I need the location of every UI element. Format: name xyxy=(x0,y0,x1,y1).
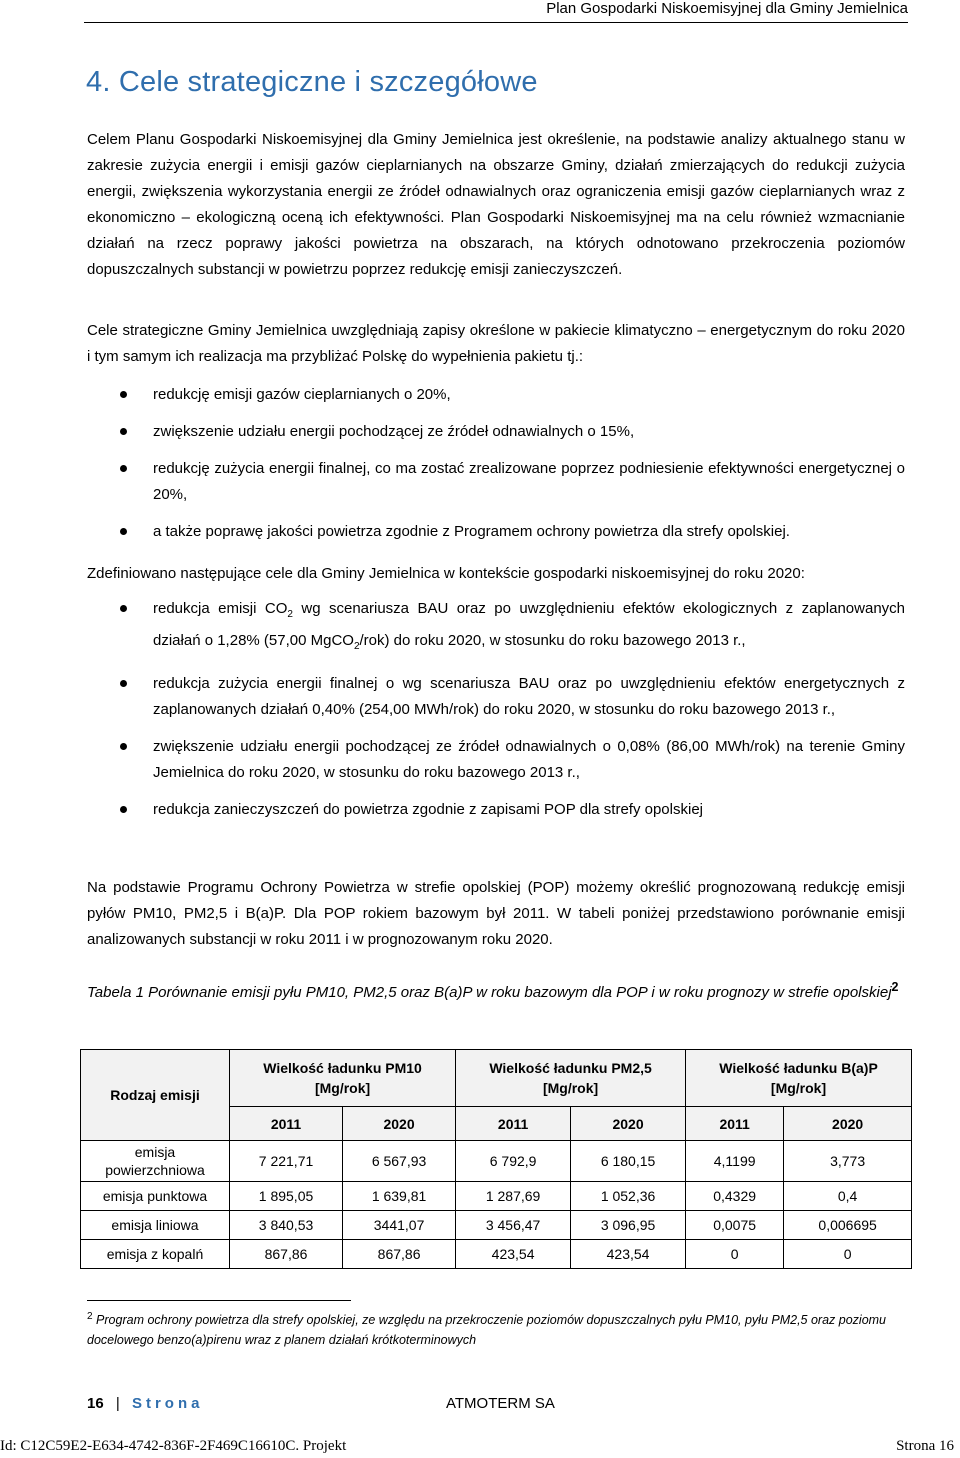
table-header: 2020 xyxy=(571,1107,686,1141)
footnote: $^2$ Program ochrony powietrza dla strefy opolskiej, ze względu na przekroczenie poziomów dopuszczalnych pyłu PM10, pyłu PM2,5 oraz poziomu docelowego benzo(a)pirenu wraz z planem działań krótkoterminowych xyxy=(87,1311,887,1348)
paragraph-defined-goals: Zdefiniowano następujące cele dla Gminy Jemielnica w kontekście gospodarki niskoemisyjnej do roku 2020: xyxy=(87,565,805,582)
header-title: Plan Gospodarki Niskoemisyjnej dla Gminy Jemielnica xyxy=(546,0,908,17)
footer-separator: | xyxy=(115,1395,120,1412)
table-row: emisja liniowa 3 840,53 3441,07 3 456,47 3 096,95 0,0075 0,006695 xyxy=(81,1211,912,1240)
paragraph-pop: Na podstawie Programu Ochrony Powietrza w strefie opolskiej (POP) możemy określić prognozowaną redukcję emisji pyłów PM10, PM2,5 i B(a)P. Dla POP rokiem bazowym był 2011. W tabeli poniżej przedstawiono porównanie emisji analizowanych substancji w roku 2011 i w prognozowanym roku 2020. xyxy=(87,879,905,948)
bullet-icon xyxy=(120,680,127,687)
list-item: a także poprawę jakości powietrza zgodnie z Programem ochrony powietrza dla strefy opolskiej. xyxy=(87,519,905,545)
list-item: redukcja zanieczyszczeń do powietrza zgodnie z zapisami POP dla strefy opolskiej xyxy=(87,797,905,823)
list-climate-package xyxy=(87,382,905,545)
bottom-page-label: Strona 16 xyxy=(896,1438,954,1454)
company-name: ATMOTERM SA xyxy=(446,1395,555,1412)
table-row: emisja punktowa 1 895,05 1 639,81 1 287,69 1 052,36 0,4329 0,4 xyxy=(81,1182,912,1211)
table-row: emisja z kopalń 867,86 867,86 423,54 423,54 0 0 xyxy=(81,1240,912,1269)
document-id-bar xyxy=(0,1436,960,1458)
list-item: zwiększenie udziału energii pochodzącej ze źródeł odnawialnych o 0,08% (86,00 MWh/rok) na terenie Gminy Jemielnica do roku 2020, w stosunku do roku bazowego 2013 r., xyxy=(87,734,905,786)
bullet-icon xyxy=(120,465,127,472)
bullet-icon xyxy=(120,391,127,398)
bullet-icon xyxy=(120,428,127,435)
list-gmina-goals xyxy=(87,596,905,823)
table-caption: Tabela 1 Porównanie emisji pyłu PM10, PM2,5 oraz B(a)P w roku bazowym dla POP i w roku prognozy w strefie opolskiej$^2$ xyxy=(87,980,899,1001)
section-heading: 4. Cele strategiczne i szczegółowe xyxy=(86,66,538,98)
list-item: zwiększenie udziału energii pochodzącej ze źródeł odnawialnych o 15%, xyxy=(87,419,905,445)
bullet-icon xyxy=(120,806,127,813)
table-header: Wielkość ładunku PM2,5 [Mg/rok] xyxy=(456,1050,686,1107)
document-id: Id: C12C59E2-E634-4742-836F-2F469C16610C. Projekt xyxy=(0,1438,347,1454)
table-header: 2011 xyxy=(230,1107,343,1141)
table-row: emisja powierzchniowa 7 221,71 6 567,93 6 792,9 6 180,15 4,1199 3,773 xyxy=(81,1141,912,1182)
table-header: Wielkość ładunku B(a)P [Mg/rok] xyxy=(686,1050,912,1107)
table-header: Wielkość ładunku PM10 [Mg/rok] xyxy=(230,1050,456,1107)
bullet-icon xyxy=(120,605,127,612)
table-header: 2011 xyxy=(686,1107,784,1141)
page-footer xyxy=(87,1395,203,1412)
list-item: redukcja emisji $CO_2$ wg scenariusza BAU oraz po uwzględnieniu efektów ekologicznych z zaplanowanych działań o 1,28% (57,00 MgCO$_2$/rok) do roku 2020, w stosunku do roku bazowego 2013 r., xyxy=(87,596,905,660)
bullet-icon xyxy=(120,743,127,750)
table-header: 2020 xyxy=(343,1107,456,1141)
page-number: 16 xyxy=(87,1395,104,1412)
paragraph-strategic-goals: Cele strategiczne Gminy Jemielnica uwzględniają zapisy określone w pakiecie klimatyczno – energetycznym do roku 2020 i tym samym ich realizacja ma przybliżać Polskę do wypełnienia pakietu tj.: xyxy=(87,322,905,365)
paragraph-intro: Celem Planu Gospodarki Niskoemisyjnej dla Gminy Jemielnica jest określenie, na podstawie analizy aktualnego stanu w zakresie zużycia energii i emisji gazów cieplarnianych na obszarze Gminy, działań zmierzających do redukcji zużycia energii, zwiększenia wykorzystania energii ze źródeł odnawialnych oraz ograniczenia emisji gazów cieplarnianych wraz z ekonomiczno – ekologiczną oceną ich efektywności. Plan Gospodarki Niskoemisyjnej ma na celu również wzmacnianie działań na rzecz poprawy jakości powietrza na obszarach, na których odnotowano przekroczenia poziomów dopuszczalnych substancji w powietrzu poprzez redukcję emisji zanieczyszczeń. xyxy=(87,131,905,278)
table-header: 2011 xyxy=(456,1107,571,1141)
list-item: redukcję zużycia energii finalnej, co ma zostać zrealizowane poprzez podniesienie efektywności energetycznej o 20%, xyxy=(87,456,905,508)
table-header: Rodzaj emisji xyxy=(81,1050,230,1141)
list-item: redukcja zużycia energii finalnej o wg scenariusza BAU oraz po uwzględnieniu efektów energetycznych z zaplanowanych działań 0,40% (254,00 MWh/rok) do roku 2020, w stosunku do roku bazowego 2013 r., xyxy=(87,671,905,723)
list-item: redukcję emisji gazów cieplarnianych o 20%, xyxy=(87,382,905,408)
footnote-divider xyxy=(87,1300,351,1301)
page-header xyxy=(84,0,908,23)
table-header: 2020 xyxy=(784,1107,912,1141)
emission-table xyxy=(80,1049,912,1269)
bullet-icon xyxy=(120,528,127,535)
page-word: Strona xyxy=(131,1395,204,1412)
